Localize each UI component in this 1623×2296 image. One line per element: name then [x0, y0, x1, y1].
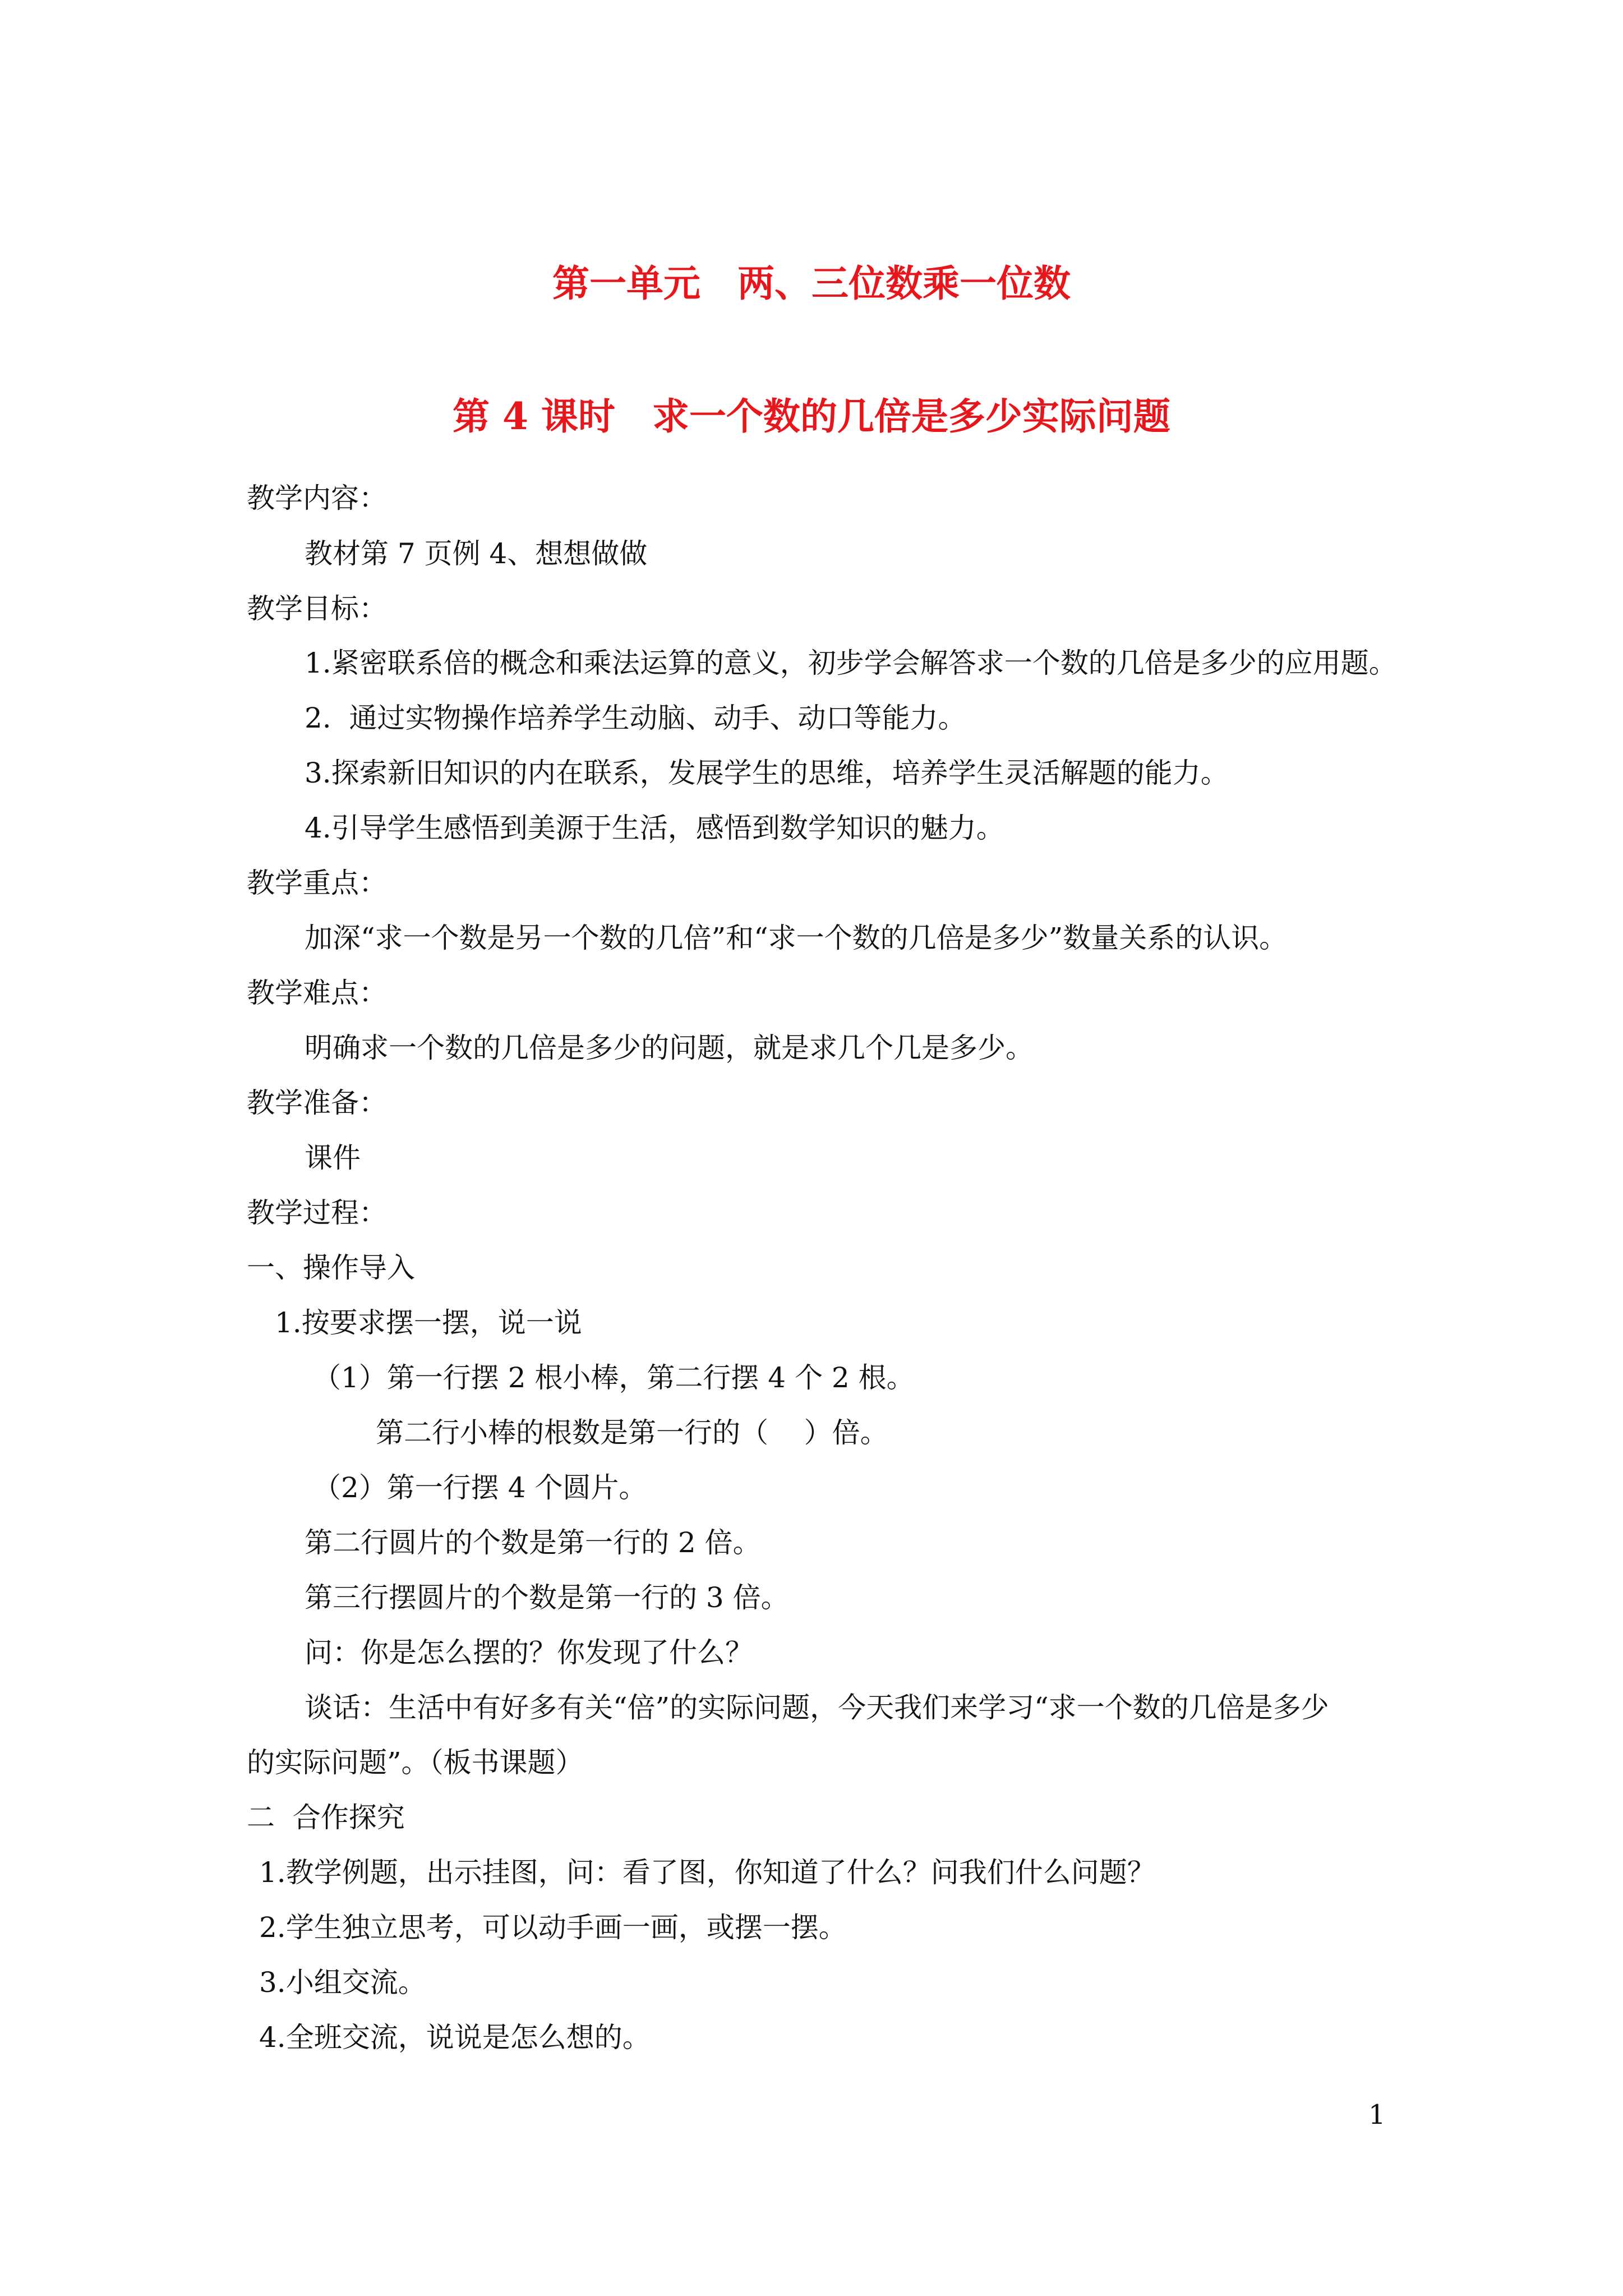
part-heading-explore: 二 合作探究: [247, 1801, 405, 1834]
intro-sub-1-question: 第二行小棒的根数是第一行的（ ）倍。: [376, 1416, 888, 1449]
unit-title: 第一单元 两、三位数乘一位数: [552, 261, 1071, 305]
objective-item-1: 1.紧密联系倍的概念和乘法运算的意义，初步学会解答求一个数的几倍是多少的应用题。: [305, 647, 1397, 679]
intro-sub-2-row-2: 第二行圆片的个数是第一行的 2 倍。: [305, 1526, 761, 1559]
explore-step-4: 4.全班交流，说说是怎么想的。: [259, 2021, 651, 2054]
section-heading-objectives: 教学目标：: [247, 592, 387, 625]
section-heading-preparation: 教学准备：: [247, 1087, 387, 1119]
intro-sub-1: （1）第一行摆 2 根小棒，第二行摆 4 个 2 根。: [313, 1361, 915, 1394]
objective-item-3: 3.探索新旧知识的内在联系，发展学生的思维，培养学生灵活解题的能力。: [305, 757, 1229, 789]
content-text: 教材第 7 页例 4、想想做做: [305, 537, 648, 570]
intro-talk-line-2: 的实际问题”。（板书课题）: [247, 1746, 584, 1779]
lesson-title: 第 4 课时 求一个数的几倍是多少实际问题: [453, 394, 1170, 438]
section-heading-key-points: 教学重点：: [247, 867, 387, 899]
intro-sub-2: （2）第一行摆 4 个圆片。: [313, 1471, 647, 1504]
objective-item-2: 2. 通过实物操作培养学生动脑、动手、动口等能力。: [305, 702, 966, 734]
intro-step-1: 1.按要求摆一摆，说一说: [275, 1306, 582, 1339]
key-points-text: 加深“求一个数是另一个数的几倍”和“求一个数的几倍是多少”数量关系的认识。: [305, 922, 1288, 954]
page-number: 1: [1368, 2099, 1386, 2131]
intro-talk-line-1: 谈话：生活中有好多有关“倍”的实际问题，今天我们来学习“求一个数的几倍是多少: [305, 1691, 1329, 1724]
explore-step-2: 2.学生独立思考，可以动手画一画，或摆一摆。: [259, 1911, 847, 1944]
section-heading-process: 教学过程：: [247, 1197, 387, 1229]
intro-sub-2-row-3: 第三行摆圆片的个数是第一行的 3 倍。: [305, 1581, 789, 1614]
section-heading-difficulties: 教学难点：: [247, 977, 387, 1009]
explore-step-1: 1.教学例题，出示挂图，问：看了图，你知道了什么？问我们什么问题？: [259, 1856, 1155, 1889]
preparation-text: 课件: [305, 1142, 361, 1174]
explore-step-3: 3.小组交流。: [259, 1966, 426, 1999]
part-heading-intro: 一、操作导入: [247, 1251, 415, 1284]
intro-question: 问：你是怎么摆的？你发现了什么？: [305, 1636, 753, 1669]
objective-item-4: 4.引导学生感悟到美源于生活，感悟到数学知识的魅力。: [305, 812, 1004, 844]
difficulties-text: 明确求一个数的几倍是多少的问题，就是求几个几是多少。: [305, 1032, 1034, 1064]
section-heading-content: 教学内容：: [247, 482, 387, 514]
